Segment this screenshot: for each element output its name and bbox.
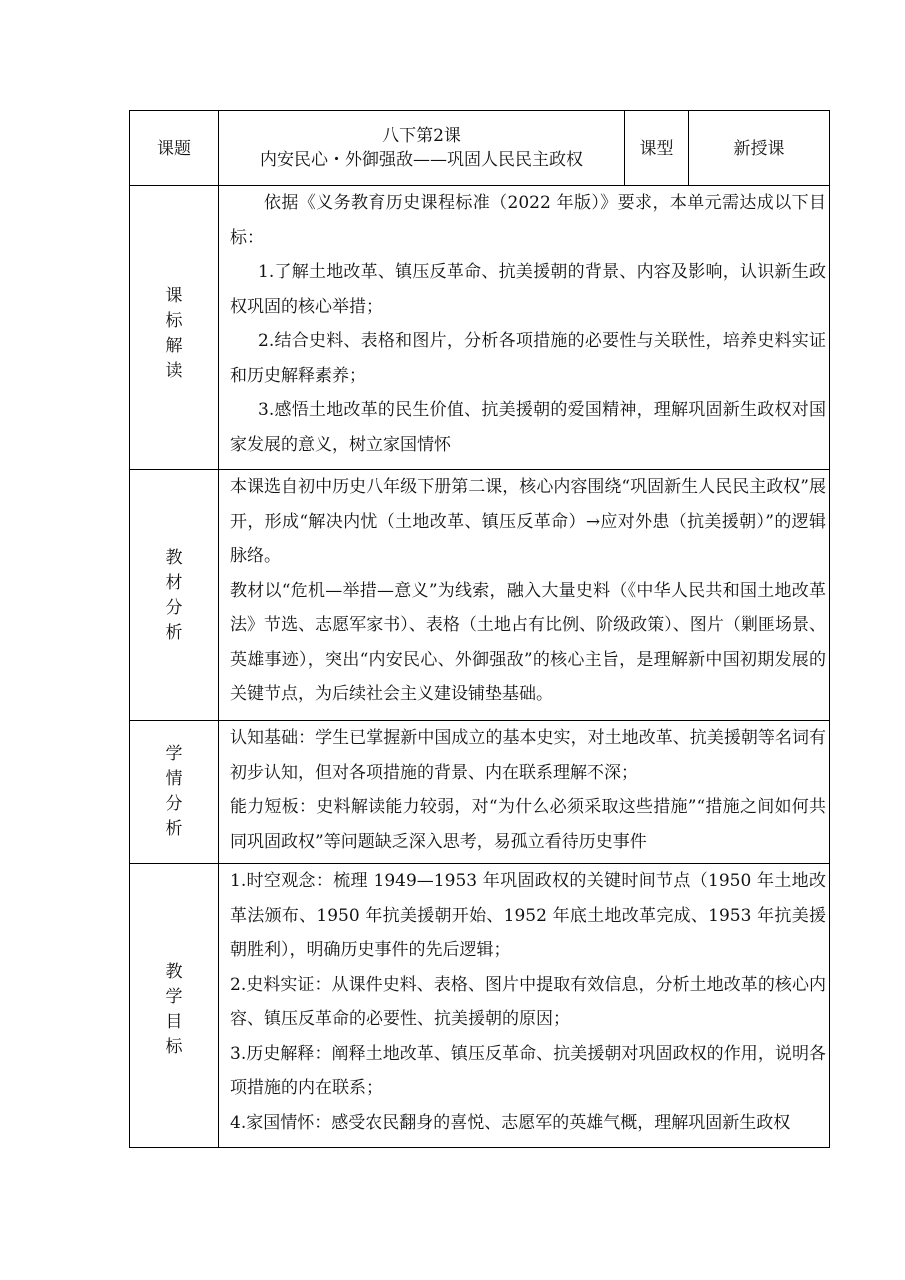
section-label-curriculum-standard — [130, 284, 218, 384]
lesson-title — [219, 124, 624, 172]
label-char: 学 — [165, 987, 183, 1007]
paragraph: 3.感悟土地改革的民生价值、抗美援朝的爱国精神，理解巩固新生政权对国家发展的意义，树立家国情怀 — [230, 400, 826, 455]
paragraph: 1.时空观念：梳理 1949—1953 年巩固政权的关键时间节点（1950 年土地改革法颁布、1950 年抗美援朝开始、1952 年底土地改革完成、1953 年抗美援朝胜利），明确历史事件的先后逻辑； — [230, 871, 826, 960]
section-body-textbook-analysis — [230, 470, 826, 712]
paragraph: 能力短板：史料解读能力较弱，对“为什么必须采取这些措施”“措施之间如何共同巩固政权”等问题缺乏深入思考，易孤立看待历史事件 — [230, 797, 826, 852]
paragraph: 认知基础：学生已掌握新中国成立的基本史实，对土地改革、抗美援朝等名词有初步认知，但对各项措施的背景、内在联系理解不深； — [230, 728, 826, 783]
type-label: 课型 — [639, 139, 674, 159]
paragraph: 依据《义务教育历史课程标准（2022 年版）》要求，本单元需达成以下目标： — [230, 193, 826, 248]
label-char: 分 — [165, 794, 183, 814]
label-char: 情 — [165, 769, 183, 789]
label-char: 目 — [165, 1012, 183, 1032]
lesson-title-line2: 内安民心・外御强敌——巩固人民民主政权 — [260, 150, 583, 170]
section-label-learner-analysis — [130, 742, 218, 842]
section-label-teaching-objectives — [130, 960, 218, 1060]
table-border-top — [129, 110, 830, 111]
label-char: 析 — [165, 819, 183, 839]
paragraph: 4.家国情怀：感受农民翻身的喜悦、志愿军的英雄气概，理解巩固新生政权 — [230, 1112, 791, 1133]
section-body-learner-analysis — [230, 721, 826, 859]
label-char: 分 — [165, 598, 183, 618]
table-border-right — [829, 110, 830, 1148]
type-value: 新授课 — [733, 139, 785, 159]
paragraph: 1.了解土地改革、镇压反革命、抗美援朝的背景、内容及影响，认识新生政权巩固的核心举措； — [230, 262, 826, 317]
label-char: 析 — [165, 623, 183, 643]
paragraph: 2.史料实证：从课件史料、表格、图片中提取有效信息，分析土地改革的核心内容、镇压反革命的必要性、抗美援朝的原因； — [230, 974, 826, 1029]
section-body-teaching-objectives — [230, 864, 826, 1140]
label-char: 读 — [165, 361, 183, 381]
label-char: 标 — [165, 311, 183, 331]
paragraph: 教材以“危机—举措—意义”为线索，融入大量史料（《中华人民共和国土地改革法》节选、志愿军家书）、表格（土地占有比例、阶级政策）、图片（剿匪场景、英雄事迹），突出“内安民心、外御强敌”的核心主旨，是理解新中国初期发展的关键节点，为后续社会主义建设铺垫基础。 — [230, 580, 826, 704]
label-char: 课 — [165, 286, 183, 306]
label-char: 教 — [165, 962, 183, 982]
label-char: 解 — [165, 336, 183, 356]
paragraph: 本课选自初中历史八年级下册第二课，核心内容围绕“巩固新生人民民主政权”展开，形成“解决内忧（土地改革、镇压反革命）→应对外患（抗美援朝）”的逻辑脉络。 — [230, 477, 826, 566]
label-column-divider — [218, 110, 219, 1148]
label-char: 学 — [165, 744, 183, 764]
table-border-bottom — [129, 1147, 830, 1148]
label-char: 标 — [165, 1037, 183, 1057]
section-body-curriculum-standard — [230, 186, 826, 462]
label-char: 教 — [165, 548, 183, 568]
lesson-title-line1: 八下第2课 — [382, 126, 461, 146]
label-char: 材 — [165, 573, 183, 593]
topic-label: 课题 — [157, 139, 191, 159]
paragraph: 3.历史解释：阐释土地改革、镇压反革命、抗美援朝对巩固政权的作用，说明各项措施的内在联系； — [230, 1043, 826, 1098]
section-label-textbook-analysis — [130, 546, 218, 646]
paragraph: 2.结合史料、表格和图片，分析各项措施的必要性与关联性，培养史料实证和历史解释素养； — [230, 331, 826, 386]
